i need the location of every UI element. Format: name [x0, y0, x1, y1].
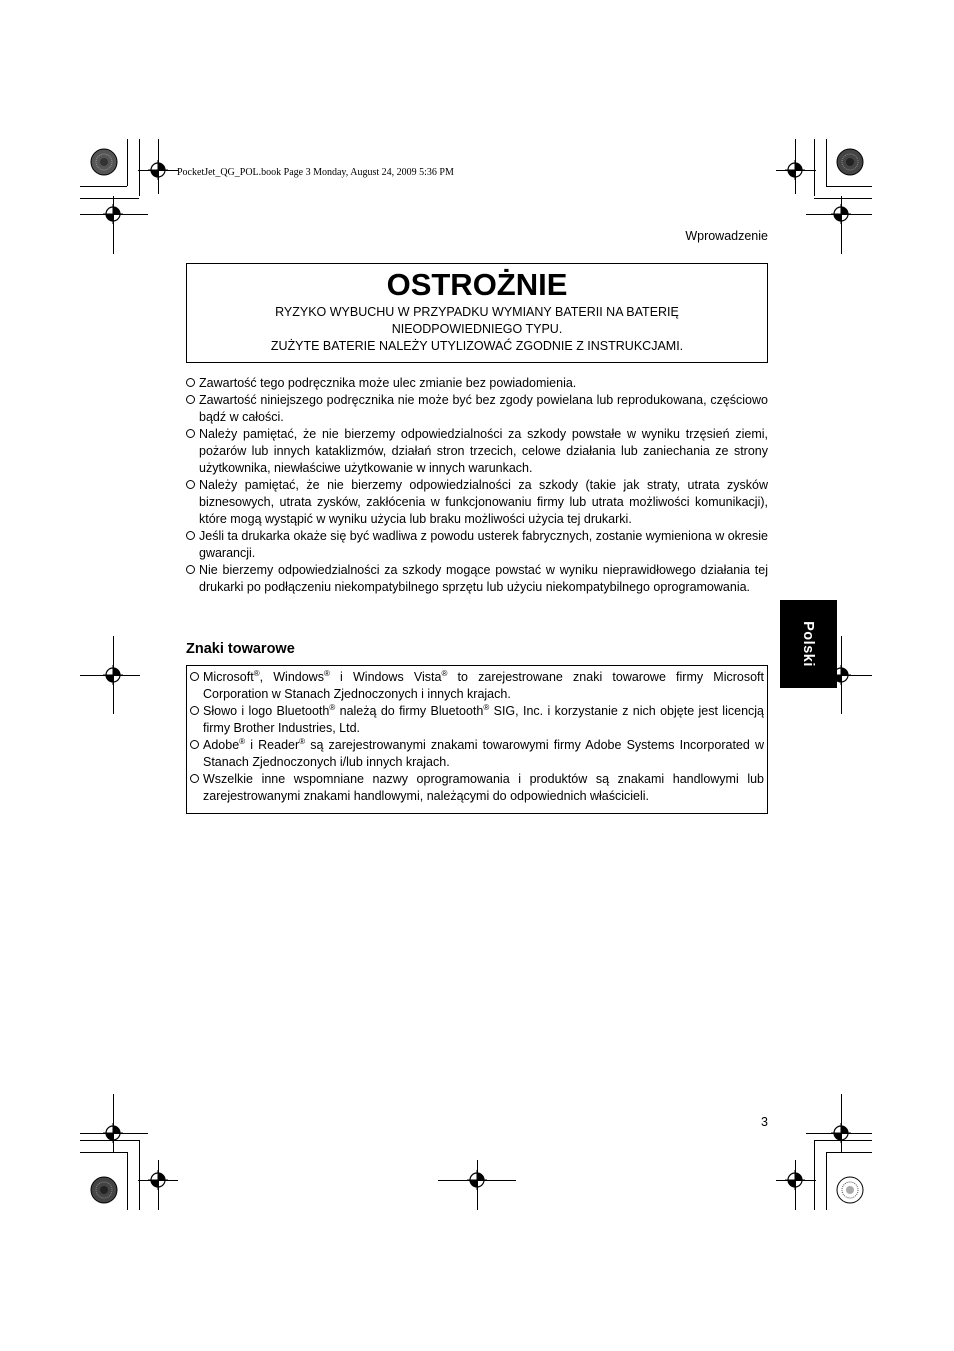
crop-line	[139, 139, 140, 196]
print-header: PocketJet_QG_POL.book Page 3 Monday, August 24, 2009 5:36 PM	[177, 167, 454, 178]
language-tab	[780, 600, 837, 688]
color-wheel-icon	[90, 1176, 118, 1204]
trademark-text: są zarejestrowanymi znakami towarowymi firmy Adobe Systems Incorporated w Stanach Zjednoczonych i/lub innych krajach.	[203, 738, 764, 769]
trademarks-heading: Znaki towarowe	[186, 641, 295, 657]
crop-line	[139, 1140, 140, 1210]
registration-target-icon	[103, 1123, 123, 1143]
trademarks-box	[186, 665, 768, 814]
circle-bullet-icon	[186, 565, 195, 574]
note-text: Zawartość niniejszego podręcznika nie może być bez zgody powielana lub reprodukowana, częściowo bądź w całości.	[199, 393, 768, 424]
list-item	[190, 669, 764, 703]
list-item	[190, 771, 764, 805]
crop-line	[127, 1152, 128, 1210]
caution-title: OSTROŻNIE	[386, 267, 568, 302]
registered-mark: ®	[441, 669, 448, 678]
registered-mark: ®	[239, 737, 246, 746]
registration-target-icon	[467, 1170, 487, 1190]
page-number: 3	[761, 1115, 768, 1129]
color-wheel-icon	[836, 1176, 864, 1204]
list-item	[190, 703, 764, 737]
registration-target-icon	[103, 204, 123, 224]
list-item	[186, 477, 768, 528]
trademark-text: Adobe	[203, 738, 240, 752]
circle-bullet-icon	[190, 672, 199, 681]
registration-target-icon	[785, 160, 805, 180]
crop-line	[826, 1152, 827, 1210]
note-text: Należy pamiętać, że nie bierzemy odpowiedzialności za szkody (takie jak straty, utrata zysków biznesowych, utrata zysków, zakłócenia w funkcjonowaniu firmy lub utrata możliwości komunikacji), które mogą wystąpić w wyniku użycia lub braku możliwości użycia tej drukarki.	[199, 478, 768, 526]
caution-line: NIEODPOWIEDNIEGO TYPU.	[391, 322, 563, 336]
language-tab-label: Polski	[800, 621, 816, 667]
circle-bullet-icon	[186, 429, 195, 438]
registration-target-icon	[148, 160, 168, 180]
registered-mark: ®	[323, 669, 330, 678]
trademark-text: Słowo i logo Bluetooth	[203, 704, 330, 718]
trademark-text: Reader	[258, 738, 300, 752]
trademark-text: i	[245, 738, 259, 752]
circle-bullet-icon	[186, 480, 195, 489]
trademark-text: Microsoft	[203, 670, 254, 684]
note-text: Należy pamiętać, że nie bierzemy odpowiedzialności za szkody powstałe w wyniku trzęsień ziemi, pożarów lub innych kataklizmów, działań stron trzecich, celowe działania lub zaniechania ze strony użytkownika, niewłaściwe użytkowanie w innych warunkach.	[199, 427, 768, 475]
notes-list	[186, 375, 768, 596]
crop-line	[814, 1140, 815, 1210]
caution-line: RYZYKO WYBUCHU W PRZYPADKU WYMIANY BATERII NA BATERIĘ	[275, 305, 679, 319]
note-text: Nie bierzemy odpowiedzialności za szkody mogące powstać w wyniku nieprawidłowego działania tej drukarki po podłączeniu niekompatybilnego sprzętu lub użyciu niekompatybilnego oprogramowania.	[199, 563, 768, 594]
crop-line	[826, 186, 872, 187]
crop-line	[80, 1152, 127, 1153]
circle-bullet-icon	[190, 774, 199, 783]
list-item	[186, 562, 768, 596]
list-item	[186, 392, 768, 426]
list-item	[186, 426, 768, 477]
note-text: Jeśli ta drukarka okaże się być wadliwa z powodu usterek fabrycznych, zostanie wymieniona w okresie gwarancji.	[199, 529, 769, 560]
crop-line	[826, 1152, 872, 1153]
registration-target-icon	[831, 1123, 851, 1143]
crop-line	[80, 198, 139, 199]
registration-target-icon	[831, 204, 851, 224]
crop-line	[814, 198, 872, 199]
caution-box	[186, 263, 768, 363]
list-item	[190, 737, 764, 771]
registration-target-icon	[103, 665, 123, 685]
section-header: Wprowadzenie	[685, 229, 768, 243]
trademark-text: Windows	[273, 670, 324, 684]
trademark-text: ,	[259, 670, 274, 684]
registered-mark: ®	[329, 703, 336, 712]
circle-bullet-icon	[190, 740, 199, 749]
trademark-text: i	[329, 670, 353, 684]
registration-target-icon	[785, 1170, 805, 1190]
crop-line	[80, 186, 127, 187]
circle-bullet-icon	[186, 378, 195, 387]
trademark-text: Windows Vista	[353, 670, 442, 684]
note-text: Zawartość tego podręcznika może ulec zmianie bez powiadomienia.	[199, 376, 577, 390]
caution-line: ZUŻYTE BATERIE NALEŻY UTYLIZOWAĆ ZGODNIE Z INSTRUKCJAMI.	[270, 339, 684, 353]
registered-mark: ®	[253, 669, 260, 678]
crop-line	[814, 139, 815, 196]
circle-bullet-icon	[186, 395, 195, 404]
list-item	[186, 375, 768, 392]
circle-bullet-icon	[190, 706, 199, 715]
crop-line	[826, 139, 827, 186]
circle-bullet-icon	[186, 531, 195, 540]
trademark-text: to zarejestrowane znaki towarowe firmy Microsoft Corporation w Stanach Zjednoczonych i innych krajach.	[203, 670, 765, 701]
list-item	[186, 528, 768, 562]
registration-target-icon	[148, 1170, 168, 1190]
color-wheel-icon	[836, 148, 864, 176]
color-wheel-icon	[90, 148, 118, 176]
trademark-text: należą do firmy Bluetooth	[335, 704, 484, 718]
registered-mark: ®	[299, 737, 306, 746]
registered-mark: ®	[483, 703, 490, 712]
trademark-text: SIG, Inc. i korzystanie z nich objęte jest licencją firmy Brother Industries, Ltd.	[203, 704, 764, 735]
crop-line	[127, 139, 128, 186]
trademark-text: Wszelkie inne wspomniane nazwy oprogramowania i produktów są znakami handlowymi lub zarejestrowanymi znakami handlowymi, należącymi do odpowiednich właścicieli.	[203, 772, 764, 803]
